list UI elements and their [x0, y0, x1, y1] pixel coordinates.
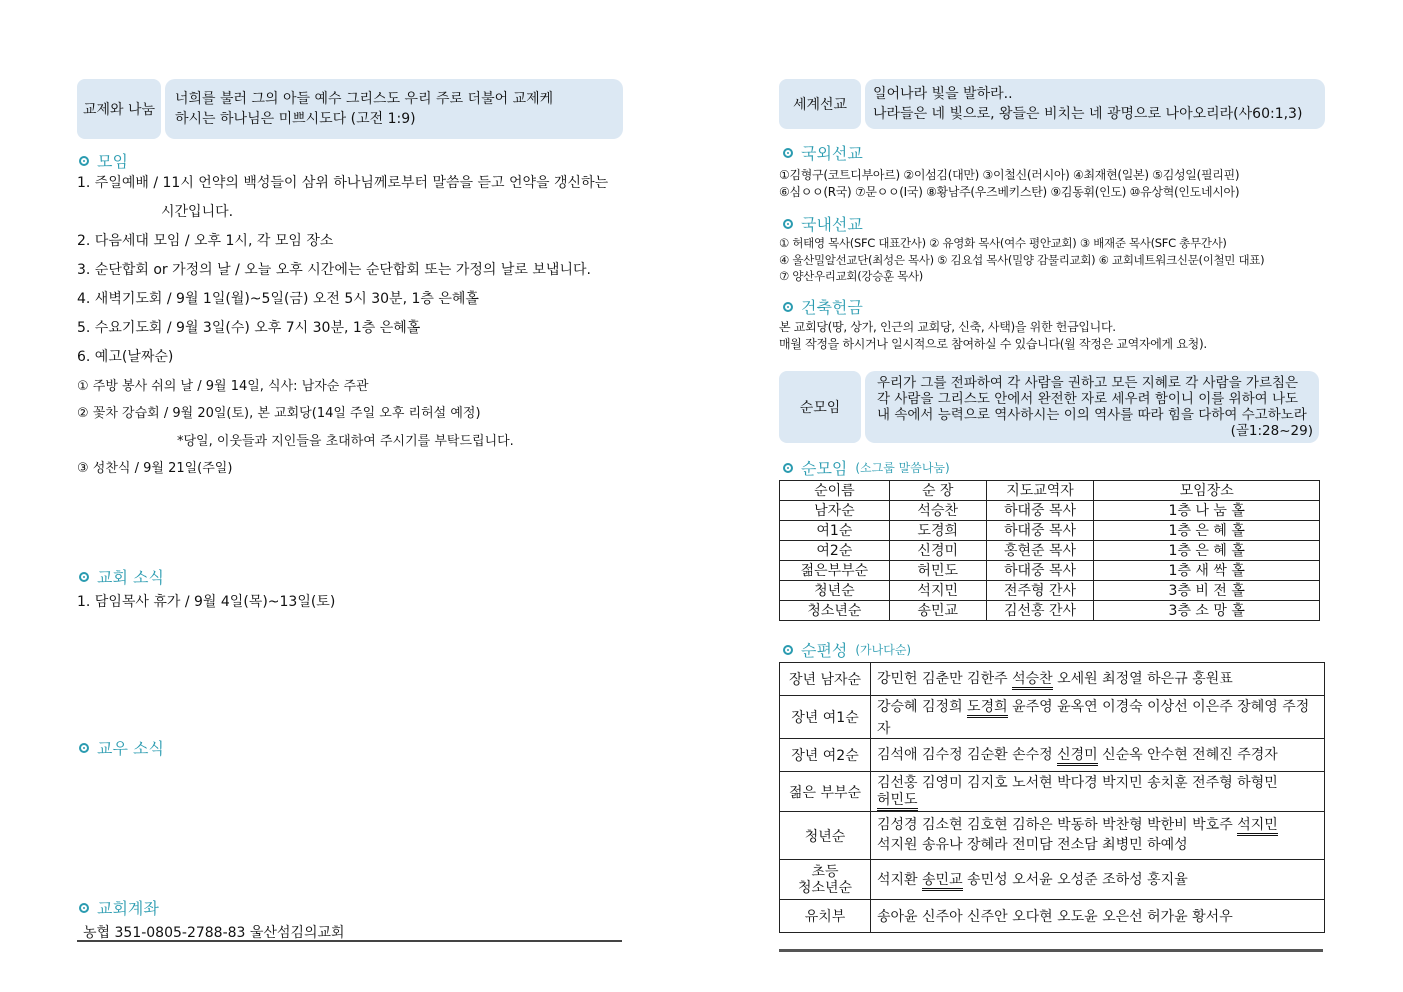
circle-bullet-icon — [79, 903, 89, 913]
table-row — [780, 601, 1320, 621]
meeting-line-5: 5. 수요기도회 / 9월 3일(수) 오후 7시 30분, 1층 은혜홀 — [77, 320, 421, 336]
overseas-title: 국외선교 — [801, 144, 863, 163]
fellowship-verse-box — [77, 79, 623, 139]
meeting-line-4: 4. 새벽기도회 / 9월 1일(월)~5일(금) 오전 5시 30분, 1층 은혜홀 — [77, 291, 479, 307]
fellowship-verse — [165, 79, 623, 139]
group-leader: 송민교 — [889, 601, 986, 621]
leader-name: 신경미 — [1057, 748, 1098, 766]
meeting-notice-3: ③ 성찬식 / 9월 21일(주일) — [77, 461, 233, 476]
domestic-title: 국내선교 — [801, 215, 863, 234]
group-place: 3층 비 전 홀 — [1094, 581, 1320, 601]
fellowship-verse-line-1: 너희를 불러 그의 아들 예수 그리스도 우리 주로 더불어 교제케 — [175, 91, 554, 107]
category-line-1: 초등 — [811, 863, 839, 880]
header-cell: 순 장 — [889, 481, 986, 501]
mission-verse-line-1: 일어나라 빛을 발하라.. — [873, 86, 1013, 102]
roster-category: 장년 여1순 — [780, 696, 871, 739]
category-line-2: 청소년순 — [797, 879, 853, 896]
group-name: 남자순 — [780, 501, 890, 521]
building-line-2: 매월 작정을 하시거나 일시적으로 참여하실 수 있습니다(월 작정은 교역자에게 요청). — [779, 337, 1207, 351]
group-name: 청년순 — [780, 581, 890, 601]
meeting-heading — [79, 149, 128, 172]
roster-title: 순편성 — [801, 641, 848, 660]
roster-members — [871, 860, 1325, 900]
members-text: 김성경 김소현 김호현 김하은 박동하 박찬형 박한비 박호주 — [877, 817, 1238, 833]
meeting-title: 모임 — [97, 152, 128, 171]
members-text: 강승혜 김정희 — [877, 699, 968, 715]
circle-bullet-icon — [79, 572, 89, 582]
leader-name: 송민교 — [922, 873, 963, 891]
group-leader: 신경미 — [889, 541, 986, 561]
table-row — [780, 696, 1325, 739]
meeting-notice-2-note: *당일, 이웃들과 지인들을 초대하여 주시기를 부탁드립니다. — [177, 434, 514, 449]
roster-members — [871, 772, 1325, 812]
circle-bullet-icon — [783, 219, 793, 229]
meeting-line-1-cont: 시간입니다. — [161, 204, 234, 220]
roster-note: (가나다순) — [855, 643, 912, 657]
group-verse-line-3: 내 속에서 능력으로 역사하시는 이의 역사를 따라 힘을 다하여 수고하노라 — [877, 407, 1307, 423]
group-verse — [865, 371, 1319, 443]
roster-table — [779, 662, 1325, 933]
building-line-1: 본 교회당(땅, 상가, 인근의 교회당, 신축, 사택)을 위한 헌금입니다. — [779, 320, 1116, 334]
group-pastor: 홍현준 목사 — [986, 541, 1094, 561]
church-news-title: 교회 소식 — [97, 568, 164, 587]
members-text: 송민성 오서윤 오성준 조하성 홍지율 — [962, 871, 1188, 888]
overseas-line-1: ①김형구(코트디부아르) ②이섬김(대만) ③이철신(러시아) ④최재현(일본) ⑤김성일(필리핀) — [779, 168, 1240, 182]
group-meeting-heading — [783, 456, 950, 479]
table-row — [780, 812, 1325, 860]
header-cell: 지도교역자 — [986, 481, 1094, 501]
table-row — [780, 739, 1325, 772]
members-text: 오세원 최정열 하은규 홍원표 — [1052, 671, 1233, 687]
circle-bullet-icon — [783, 463, 793, 473]
bottom-rule — [77, 940, 622, 942]
meeting-line-1: 1. 주일예배 / 11시 언약의 백성들이 삼위 하나님께로부터 말씀을 듣고 언약을 갱신하는 — [77, 175, 609, 191]
roster-heading — [783, 638, 911, 661]
leader-name: 도경희 — [967, 700, 1008, 718]
group-pastor: 김선홍 간사 — [986, 601, 1094, 621]
domestic-line-1: ① 허태영 목사(SFC 대표간사) ② 유영화 목사(여수 평안교회) ③ 배재준 목사(SFC 총무간사) — [779, 236, 1227, 250]
group-label: 순모임 — [779, 371, 861, 443]
members-text: 윤주영 윤옥연 이경숙 이상선 이은주 장혜영 주정자 — [877, 699, 1310, 737]
church-news-line-1: 1. 담임목사 휴가 / 9월 4일(목)~13일(토) — [77, 594, 336, 610]
building-heading — [783, 295, 863, 318]
group-place: 3층 소 망 홀 — [1094, 601, 1320, 621]
group-verse-ref: (골1:28~29) — [1230, 423, 1313, 439]
members-text: 신순옥 안수현 전혜진 주경자 — [1097, 747, 1278, 763]
account-number: 농협 351-0805-2788-83 울산섬김의교회 — [83, 925, 345, 941]
group-meeting-title: 순모임 — [801, 459, 848, 478]
table-row — [780, 860, 1325, 900]
meeting-line-2: 2. 다음세대 모임 / 오후 1시, 각 모임 장소 — [77, 233, 334, 249]
roster-members: 송아윤 신주아 신주안 오다현 오도윤 오은선 허가윤 황서우 — [871, 900, 1325, 933]
header-cell: 순이름 — [780, 481, 890, 501]
member-news-title: 교우 소식 — [97, 739, 164, 758]
domestic-line-3: ⑦ 양산우리교회(강승훈 목사) — [779, 269, 923, 283]
roster-members — [871, 663, 1325, 696]
table-row — [780, 772, 1325, 812]
group-leader: 석승찬 — [889, 501, 986, 521]
table-row — [780, 541, 1320, 561]
members-text: 김선홍 김영미 김지호 노서현 박다경 박지민 송치훈 전주형 하형민 — [877, 775, 1278, 791]
circle-bullet-icon — [783, 302, 793, 312]
leader-name: 허민도 — [877, 793, 918, 811]
circle-bullet-icon — [783, 645, 793, 655]
group-verse-line-2: 각 사람을 그리스도 안에서 완전한 자로 세우려 함이니 이를 위하여 나도 — [877, 391, 1299, 407]
members-text-line-2: 석지원 송유나 장혜라 전미담 전소담 최병민 하예성 — [877, 837, 1188, 853]
domestic-heading — [783, 212, 863, 235]
circle-bullet-icon — [79, 743, 89, 753]
mission-verse-box — [779, 79, 1325, 129]
group-meeting-table — [779, 480, 1320, 621]
table-row — [780, 900, 1325, 933]
table-row — [780, 561, 1320, 581]
meeting-notice-1: ① 주방 봉사 쉬의 날 / 9월 14일, 식사: 남자순 주관 — [77, 379, 369, 394]
roster-members — [871, 696, 1325, 739]
roster-category: 청년순 — [780, 812, 871, 860]
members-text: 강민헌 김춘만 김한주 — [877, 671, 1013, 687]
group-leader: 석지민 — [889, 581, 986, 601]
roster-category: 장년 여2순 — [780, 739, 871, 772]
mission-verse — [865, 79, 1325, 129]
group-name: 젊은부부순 — [780, 561, 890, 581]
group-place: 1층 나 눔 홀 — [1094, 501, 1320, 521]
group-name: 여2순 — [780, 541, 890, 561]
roster-category: 유치부 — [780, 900, 871, 933]
meeting-notice-2: ② 꽃차 강습회 / 9월 20일(토), 본 교회당(14일 주일 오후 리허설 예정) — [77, 406, 481, 421]
group-verse-line-1: 우리가 그를 전파하여 각 사람을 권하고 모든 지혜로 각 사람을 가르침은 — [877, 375, 1299, 391]
circle-bullet-icon — [79, 156, 89, 166]
group-meeting-note: (소그룹 말씀나눔) — [855, 461, 950, 475]
mission-verse-line-2: 나라들은 네 빛으로, 왕들은 비치는 네 광명으로 나아오리라(사60:1,3) — [873, 106, 1303, 122]
group-name: 청소년순 — [780, 601, 890, 621]
member-news-heading — [79, 736, 164, 759]
group-leader: 허민도 — [889, 561, 986, 581]
group-pastor: 전주형 간사 — [986, 581, 1094, 601]
domestic-line-2: ④ 울산밀알선교단(최성은 목사) ⑤ 김요섭 목사(밀양 감물리교회) ⑥ 교회네트워크신문(이철민 대표) — [779, 253, 1265, 267]
group-verse-box — [779, 371, 1319, 443]
table-row — [780, 663, 1325, 696]
fellowship-verse-line-2: 하시는 하나님은 미쁘시도다 (고전 1:9) — [175, 111, 416, 127]
group-place: 1층 새 싹 홀 — [1094, 561, 1320, 581]
group-pastor: 하대중 목사 — [986, 501, 1094, 521]
group-place: 1층 은 혜 홀 — [1094, 541, 1320, 561]
table-row — [780, 521, 1320, 541]
roster-category: 장년 남자순 — [780, 663, 871, 696]
roster-members — [871, 812, 1325, 860]
overseas-heading — [783, 141, 863, 164]
group-name: 여1순 — [780, 521, 890, 541]
roster-category: 젊은 부부순 — [780, 772, 871, 812]
roster-category — [780, 860, 871, 900]
leader-name: 석승찬 — [1012, 672, 1053, 690]
building-title: 건축헌금 — [801, 298, 863, 317]
meeting-line-3: 3. 순단합회 or 가정의 날 / 오늘 오후 시간에는 순단합회 또는 가정의 날로 보냅니다. — [77, 262, 591, 278]
members-text: 석지환 — [877, 871, 923, 888]
table-header-row — [780, 481, 1320, 501]
account-heading — [79, 896, 159, 919]
mission-label: 세계선교 — [779, 79, 861, 129]
account-title: 교회계좌 — [97, 899, 159, 918]
members-text: 김석애 김수정 김순환 손수정 — [877, 747, 1058, 763]
group-place: 1층 은 혜 홀 — [1094, 521, 1320, 541]
header-cell: 모임장소 — [1094, 481, 1320, 501]
fellowship-label: 교제와 나눔 — [77, 79, 161, 139]
group-leader: 도경희 — [889, 521, 986, 541]
group-pastor: 하대중 목사 — [986, 561, 1094, 581]
overseas-line-2: ⑥심ㅇㅇ(R국) ⑦문ㅇㅇ(I국) ⑧황남주(우즈베키스탄) ⑨김동휘(인도) ⑩유상혁(인도네시아) — [779, 185, 1240, 199]
meeting-line-6: 6. 예고(날짜순) — [77, 349, 174, 365]
bottom-rule — [779, 949, 1323, 952]
roster-members — [871, 739, 1325, 772]
leader-name: 석지민 — [1237, 818, 1278, 836]
table-row — [780, 501, 1320, 521]
table-row — [780, 581, 1320, 601]
group-pastor: 하대중 목사 — [986, 521, 1094, 541]
church-news-heading — [79, 565, 164, 588]
circle-bullet-icon — [783, 148, 793, 158]
